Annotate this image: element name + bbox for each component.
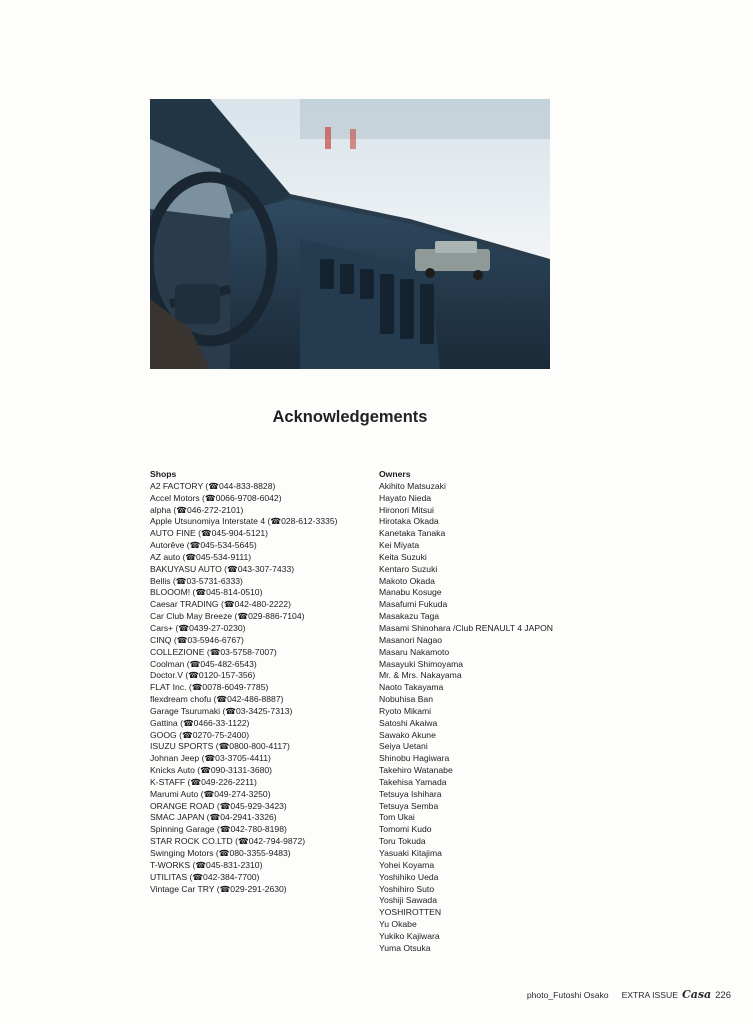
shops-column bbox=[150, 469, 378, 895]
shop-item: Car Club May Breeze (☎029-886-7104) bbox=[150, 611, 305, 622]
page-title: Acknowledgements bbox=[272, 408, 428, 426]
owner-item: Hironori Mitsui bbox=[379, 504, 434, 515]
shop-item: Apple Utsunomiya Interstate 4 (☎028-612-3335) bbox=[150, 516, 338, 527]
shop-item: Gattina (☎0466-33-1122) bbox=[150, 717, 250, 728]
owner-item: Keita Suzuki bbox=[379, 551, 427, 562]
shops-heading: Shops bbox=[150, 469, 177, 479]
owner-item: Takehisa Yamada bbox=[379, 776, 447, 787]
shop-item: UTILITAS (☎042-384-7700) bbox=[150, 871, 260, 882]
shop-item: Cars+ (☎0439-27-0230) bbox=[150, 622, 246, 633]
shop-item: K-STAFF (☎049-226-2211) bbox=[150, 776, 257, 787]
owner-item: Tom Ukai bbox=[379, 812, 415, 823]
shop-item: Coolman (☎045-482-6543) bbox=[150, 658, 257, 669]
shop-item: SMAC JAPAN (☎04-2941-3326) bbox=[150, 812, 277, 823]
owner-item: Ryoto Mikami bbox=[379, 705, 432, 716]
owner-item: Tomomi Kudo bbox=[379, 824, 432, 835]
magazine-logo: Casa bbox=[681, 988, 712, 1001]
shop-item: Autorêve (☎045-534-5645) bbox=[150, 540, 257, 551]
owner-item: Yohei Koyama bbox=[379, 859, 435, 870]
owner-item: Akihito Matsuzaki bbox=[379, 480, 446, 491]
owner-item: Manabu Kosuge bbox=[379, 587, 442, 598]
owner-item: Masakazu Taga bbox=[379, 611, 440, 622]
shop-item: FLAT Inc. (☎0078-6049-7785) bbox=[150, 682, 269, 693]
owner-item: Yoshihiro Suto bbox=[379, 883, 435, 894]
owner-item: Yasuaki Kitajima bbox=[379, 848, 442, 858]
shop-item: Vintage Car TRY (☎029-291-2630) bbox=[150, 883, 287, 894]
shop-item: COLLEZIONE (☎03-5758-7007) bbox=[150, 646, 277, 657]
owner-item: Hayato Nieda bbox=[379, 492, 432, 503]
issue-label: EXTRA ISSUE bbox=[621, 990, 678, 1000]
shop-item: GOOG (☎0270-75-2400) bbox=[150, 729, 250, 740]
owner-item: Masaru Nakamoto bbox=[379, 646, 450, 657]
shop-item: Knicks Auto (☎090-3131-3680) bbox=[150, 765, 273, 776]
page-number: 226 bbox=[715, 990, 731, 1001]
shop-item: ISUZU SPORTS (☎0800-800-4117) bbox=[150, 741, 290, 752]
owner-item: Yoshihiko Ueda bbox=[379, 871, 439, 882]
car-interior-photo bbox=[150, 99, 550, 369]
owner-item: Naoto Takayama bbox=[379, 682, 444, 693]
owner-item: Mr. & Mrs. Nakayama bbox=[379, 670, 462, 681]
owner-item: Masami Shinohara /Club RENAULT 4 JAPON bbox=[379, 622, 554, 633]
owner-item: Hirotaka Okada bbox=[379, 516, 439, 527]
owners-column bbox=[379, 469, 609, 955]
shop-item: Accel Motors (☎0066-9708-6042) bbox=[150, 492, 282, 503]
shop-item: T-WORKS (☎045-831-2310) bbox=[150, 859, 263, 870]
shop-item: STAR ROCK CO.LTD (☎042-794-9872) bbox=[150, 836, 306, 847]
shop-item: flexdream chofu (☎042-486-8887) bbox=[150, 694, 284, 705]
shop-item: Bellis (☎03-5731-6333) bbox=[150, 575, 243, 586]
owner-item: Takehiro Watanabe bbox=[379, 765, 453, 776]
photo-illustration bbox=[150, 99, 550, 369]
shop-item: Marumi Auto (☎049-274-3250) bbox=[150, 788, 271, 799]
shop-item: BAKUYASU AUTO (☎043-307-7433) bbox=[150, 563, 295, 574]
owner-item: Masafumi Fukuda bbox=[379, 599, 448, 610]
page-footer bbox=[527, 988, 731, 1001]
shop-item: alpha (☎046-272-2101) bbox=[150, 504, 244, 515]
shop-item: BLOOOM! (☎045-814-0510) bbox=[150, 587, 263, 598]
shop-item: CINQ (☎03-5946-6767) bbox=[150, 634, 244, 645]
owner-item: Masanori Nagao bbox=[379, 634, 443, 645]
owner-item: Yu Okabe bbox=[379, 919, 417, 930]
owner-item: Satoshi Akaiwa bbox=[379, 717, 438, 728]
owner-item: Yuma Otsuka bbox=[379, 942, 431, 953]
owner-item: Toru Tokuda bbox=[379, 836, 426, 847]
owner-item: Shinobu Hagiwara bbox=[379, 753, 450, 764]
photo-credit: photo_Futoshi Osako bbox=[526, 990, 609, 1000]
owner-item: Nobuhisa Ban bbox=[379, 694, 433, 705]
shop-item: Swinging Motors (☎080-3355-9483) bbox=[150, 848, 291, 858]
owner-item: Kentaro Suzuki bbox=[379, 563, 438, 574]
owner-item: YOSHIROTTEN bbox=[379, 907, 442, 918]
shop-item: Spinning Garage (☎042-780-8198) bbox=[150, 824, 287, 835]
owner-item: Tetsuya Ishihara bbox=[379, 788, 442, 799]
owner-item: Yoshiji Sawada bbox=[379, 895, 437, 906]
shop-item: Caesar TRADING (☎042-480-2222) bbox=[150, 599, 291, 610]
shop-item: Johnan Jeep (☎03-3705-4411) bbox=[150, 753, 271, 764]
shops-list bbox=[150, 481, 378, 896]
shop-item: Garage Tsurumaki (☎03-3425-7313) bbox=[150, 705, 293, 716]
owner-item: Sawako Akune bbox=[379, 729, 436, 740]
owner-item: Tetsuya Semba bbox=[379, 800, 439, 811]
owner-item: Makoto Okada bbox=[379, 575, 435, 586]
owner-item: Masayuki Shimoyama bbox=[379, 658, 464, 669]
owner-item: Kei Miyata bbox=[379, 540, 420, 551]
owners-list bbox=[379, 481, 609, 955]
shop-item: ORANGE ROAD (☎045-929-3423) bbox=[150, 800, 287, 811]
shop-item: Doctor.V (☎0120-157-356) bbox=[150, 670, 256, 681]
owner-item: Yukiko Kajiwara bbox=[379, 930, 440, 941]
shop-item: A2 FACTORY (☎044-833-8828) bbox=[150, 480, 276, 491]
shop-item: AUTO FINE (☎045-904-5121) bbox=[150, 528, 269, 539]
owners-heading: Owners bbox=[379, 469, 411, 479]
owner-item: Seiya Uetani bbox=[379, 741, 428, 752]
shop-item: AZ auto (☎045-534-9111) bbox=[150, 551, 252, 562]
owner-item: Kanetaka Tanaka bbox=[379, 528, 446, 539]
